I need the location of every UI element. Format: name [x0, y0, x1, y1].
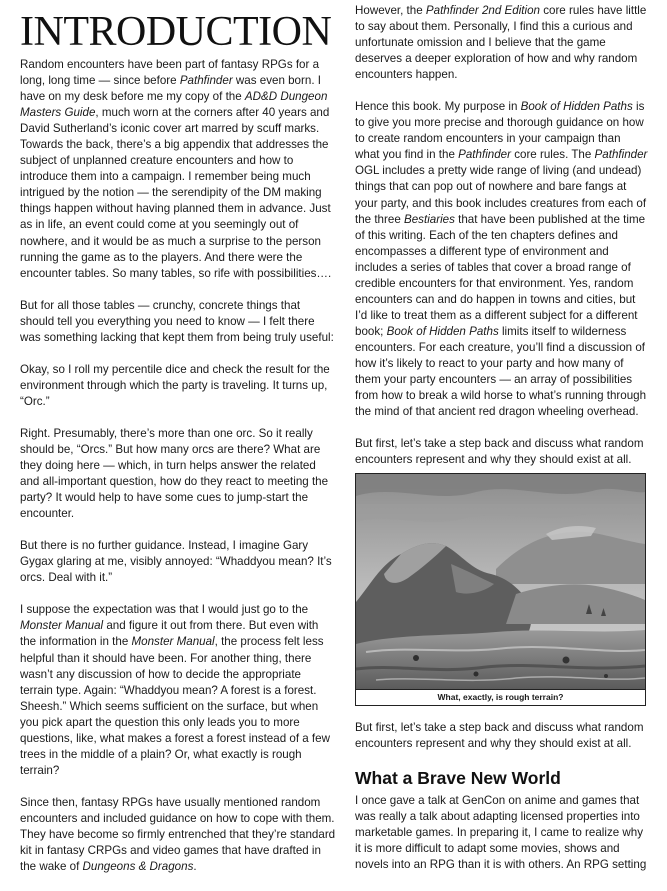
text-run: Okay, so I roll my percentile dice and check the result for the environment through which the party is traveling. It turns up, “Orc.”	[20, 362, 330, 408]
right-column-body	[355, 3, 648, 484]
emphasis-text: Book of Hidden Paths	[386, 324, 499, 338]
section-body	[355, 793, 648, 889]
text-run: But for all those tables — crunchy, concrete things that should tell you everything you need to know — I felt there was something lacking that kept them from being truly useful:	[20, 298, 334, 344]
paragraph	[355, 793, 648, 873]
emphasis-text: Pathfinder	[458, 148, 511, 162]
text-run: Since then, fantasy RPGs have usually mentioned random encounters and included guidance on how to cope with them. They have become so firmly entrenched that they’re standard kit in fantasy CRPGs and video games that have drafted in the wake of	[20, 795, 336, 874]
text-run: But first, let’s take a step back and discuss what random encounters represent and why they should exist at all.	[355, 437, 644, 467]
paragraph	[20, 538, 336, 586]
paragraph	[20, 298, 336, 346]
emphasis-text: Monster Manual	[20, 619, 104, 633]
text-run: and figure it out from there. But even with the information in the	[20, 619, 319, 649]
text-run: Random encounters have been part of fantasy RPGs for a long, long time — since before	[20, 58, 320, 88]
emphasis-text: Monster Manual	[131, 635, 215, 649]
landscape-figure	[355, 473, 646, 706]
paragraph	[20, 426, 336, 522]
emphasis-text: AD&D Dungeon Masters Guide	[20, 90, 328, 120]
paragraph	[355, 3, 648, 83]
text-run: I once gave a talk at GenCon on anime and games that was really a talk about adapting licensed properties into marketable games. In preparing it, I came to realize why it is more difficult to adapt some movies, shows and novels into an RPG than it is with others. An RPG setting	[355, 794, 647, 872]
text-run: Right. Presumably, there’s more than one orc. So it really should be, “Orcs.” But how many orcs are there? What are they doing here — which, in turn helps answer the related and all-important question, how do they react to meeting the party? It would help to have some cues to jump-start the encounter.	[20, 426, 329, 521]
figure-caption: What, exactly, is rough terrain?	[356, 689, 645, 705]
paragraph	[20, 362, 336, 410]
text-run: .	[193, 860, 197, 874]
paragraph	[355, 720, 648, 752]
text-run: But first, let’s take a step back and discuss what random encounters represent and why they should exist at all.	[355, 721, 644, 751]
emphasis-text: Bestiaries	[404, 212, 455, 226]
text-run: , much worn at the corners after 40 years and David Sutherland’s iconic cover art marred by scuff marks. Towards the back, there’s a big appendix that addresses the subject of unplanned creature encounters and how to introduce them into a campaign. I remember being much intrigued by the notion — the serendipity of the DM making things happen without having planned them in advance. Just as in life, an event could come at you seemingly out of nowhere, and it would be as much a surprise to the person running the game as to the players. And there were the encounter tables. So many tables, so rife with possibilities….	[20, 106, 332, 280]
paragraph	[20, 795, 336, 875]
paragraph	[355, 436, 648, 468]
paragraph	[355, 99, 648, 420]
section-heading: What a Brave New World	[355, 768, 561, 788]
paragraph	[20, 602, 336, 779]
text-run: was even born. I have on my desk before me my copy of the	[20, 74, 321, 104]
text-run: core rules have little to say about them. Personally, I find this a curious and unfortunate omission and I believe that the game deserves a deeper exploration of how and why random encounters happen.	[355, 4, 647, 82]
text-run: But there is no further guidance. Instead, I imagine Gary Gygax glaring at me, visibly annoyed: “Whaddyou mean? It’s orcs. Deal with it.”	[20, 539, 332, 585]
text-run: However, the	[355, 4, 426, 17]
text-run: core rules. The	[510, 148, 595, 162]
landscape-illustration	[356, 474, 645, 690]
right-column-body-lower	[355, 720, 648, 768]
emphasis-text: Pathfinder	[594, 148, 648, 162]
text-run: I suppose the expectation was that I would just go to the	[20, 603, 309, 617]
left-column-body	[20, 57, 336, 891]
emphasis-text: Book of Hidden Paths	[520, 100, 633, 114]
text-run: OGL includes a pretty wide range of living (and undead) things that can pop out of nowhere and bare fangs at your party, and this book includes creatures from each of the three	[355, 164, 647, 226]
emphasis-text: Dungeons & Dragons	[82, 860, 194, 874]
text-run: Hence this book. My purpose in	[355, 100, 521, 114]
emphasis-text: Pathfinder	[179, 74, 233, 88]
text-run: , the process felt less helpful than it should have been. For another thing, there wasn’t any discussion of how to decide the appropriate terrain type. Again: “Whaddyou mean? A forest is a forest. Sheesh.” Which seems sufficient on the surface, but when you pick apart the question this only leads you to more questions, like, what makes a forest a forest instead of a few trees in the middle of a plain? Or, what exactly is rough terrain?	[20, 635, 330, 777]
text-run: that have been published at the time of this writing. Each of the ten chapters defines and encompasses a different type of environment and includes a series of tables that cover a broad range of credible encounters for that environment. Yes, random encounters can and do happen in towns and cities, but I’d like to treat them as a different subject for a different book;	[355, 212, 646, 338]
emphasis-text: Pathfinder 2nd Edition	[425, 4, 540, 17]
paragraph	[20, 57, 336, 282]
text-run: limits itself to wilderness encounters. For each creature, you’ll find a discussion of how it’s likely to react to your party and how many of them your party encounters — an array of possibilities from how to break a wild horse to what’s running through the mind of that ancient red dragon wheeling overhead.	[355, 324, 647, 419]
text-run: is to give you more precise and thorough guidance on how to create random encounters in your campaign than what you find in the	[355, 100, 645, 162]
page-title: INTRODUCTION	[20, 9, 332, 55]
